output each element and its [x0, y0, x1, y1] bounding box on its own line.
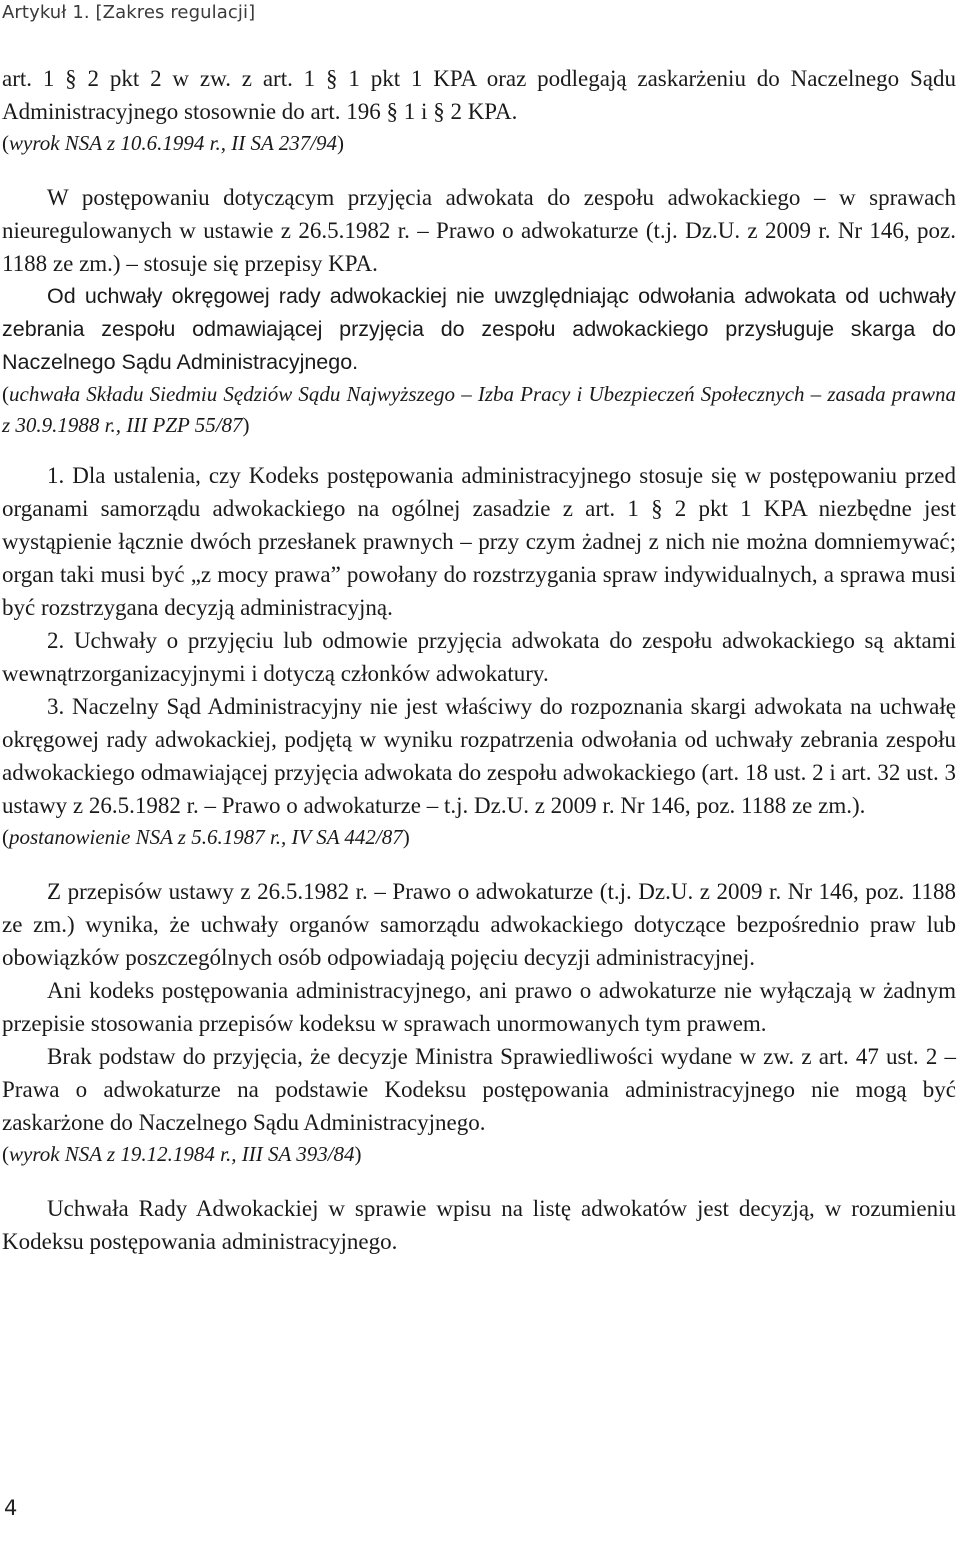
citation-nsa-1987 — [2, 822, 956, 853]
paragraph-minister-decisions: Brak podstaw do przyjęcia, że decyzje Ministra Sprawiedliwości wydane w zw. z art. 47 ust. 2 – Prawa o adwokaturze na podstawie Kodeksu postępowania administracyjnego nie mogą być zaskarżone do Naczelnego Sądu Administracyjnego. — [2, 1044, 956, 1135]
citation-nsa-1984 — [2, 1139, 956, 1170]
citation-text: uchwała Składu Siedmiu Sędziów Sądu Najwyższego – Izba Pracy i Ubezpieczeń Społecznych – zasada prawna z 30.9.1988 r., III PZP 55/87 — [2, 382, 956, 437]
numbered-point-1: 1. Dla ustalenia, czy Kodeks postępowania administracyjnego stosuje się w postępowaniu przed organami samorządu adwokackiego na ogólnej zasadzie z art. 1 § 2 pkt 1 KPA niezbędne jest wystąpienie łącznie dwóch przesłanek prawnych – przy czym żadnej z nich nie można domniemywać; organ taki musi być „z mocy prawa” powołany do rozstrzygania spraw indywidualnych, a sprawa musi być rozstrzygana decyzją administracyjną. — [2, 463, 956, 620]
citation-open-paren: ( — [2, 131, 9, 155]
citation-text: wyrok NSA z 19.12.1984 r., III SA 393/84 — [9, 1142, 355, 1166]
paragraph-bar-resolutions: Z przepisów ustawy z 26.5.1982 r. – Prawo o adwokaturze (t.j. Dz.U. z 2009 r. Nr 146, poz. 1188 ze zm.) wynika, że uchwały organów samorządu adwokackiego dotyczące bezpośrednio praw lub obowiązków poszczególnych osób odpowiadają pojęciu decyzji administracyjnej. — [2, 879, 956, 970]
running-header: Artykuł 1. [Zakres regulacji] — [2, 2, 256, 23]
paragraph-proceedings-rule: W postępowaniu dotyczącym przyjęcia adwokata do zespołu adwokackiego – w sprawach nieuregulowanych w ustawie z 26.5.1982 r. – Prawo o adwokaturze (t.j. Dz.U. z 2009 r. Nr 146, poz. 1188 ze zm.) – stosuje się przepisy KPA. — [2, 185, 956, 276]
citation-sn-1988 — [2, 379, 956, 441]
paragraph-code-applicability: Ani kodeks postępowania administracyjnego, ani prawo o adwokaturze nie wyłączają w żadnym przepisie stosowania przepisów kodeksu w sprawach unormowanych tym prawem. — [2, 978, 956, 1036]
citation-close-paren: ) — [354, 1142, 362, 1166]
paragraph-bar-list-entry: Uchwała Rady Adwokackiej w sprawie wpisu na listę adwokatów jest decyzją, w rozumieniu Kodeksu postępowania administracyjnego. — [2, 1196, 956, 1254]
citation-nsa-1994 — [2, 128, 956, 159]
citation-open-paren: ( — [2, 825, 9, 849]
numbered-point-3: 3. Naczelny Sąd Administracyjny nie jest właściwy do rozpoznania skargi adwokata na uchwałę okręgowej rady adwokackiej, podjętą w wyniku rozpatrzenia odwołania od uchwały zebrania zespołu adwokackiego odmawiającej przyjęcia adwokata do zespołu adwokackiego (art. 18 ust. 2 i art. 32 ust. 3 ustawy z 26.5.1982 r. – Prawo o adwokaturze – t.j. Dz.U. z 2009 r. Nr 146, poz. 1188 ze zm.). — [2, 694, 956, 818]
paragraph-complaint-right: Od uchwały okręgowej rady adwokackiej nie uwzględniając odwołania adwokata od uchwały zebrania zespołu odmawiającej przyjęcia do zespołu adwokackiego przysługuje skarga do Naczelnego Sądu Administracyjnego. — [2, 284, 956, 374]
page-number: 4 — [4, 1496, 18, 1520]
paragraph-continuation: art. 1 § 2 pkt 2 w zw. z art. 1 § 1 pkt 1 KPA oraz podlegają zaskarżeniu do Naczelnego Sądu Administracyjnego stosownie do art. 196 § 1 i § 2 KPA. — [2, 66, 956, 124]
citation-close-paren: ) — [242, 413, 250, 437]
citation-close-paren: ) — [402, 825, 410, 849]
citation-open-paren: ( — [2, 382, 9, 406]
numbered-point-2: 2. Uchwały o przyjęciu lub odmowie przyjęcia adwokata do zespołu adwokackiego są aktami wewnątrzorganizacyjnymi i dotyczą członków adwokatury. — [2, 628, 956, 686]
citation-text: postanowienie NSA z 5.6.1987 r., IV SA 442/87 — [9, 825, 403, 849]
citation-open-paren: ( — [2, 1142, 9, 1166]
citation-text: wyrok NSA z 10.6.1994 r., II SA 237/94 — [9, 131, 338, 155]
citation-close-paren: ) — [337, 131, 345, 155]
document-body — [2, 62, 956, 1258]
